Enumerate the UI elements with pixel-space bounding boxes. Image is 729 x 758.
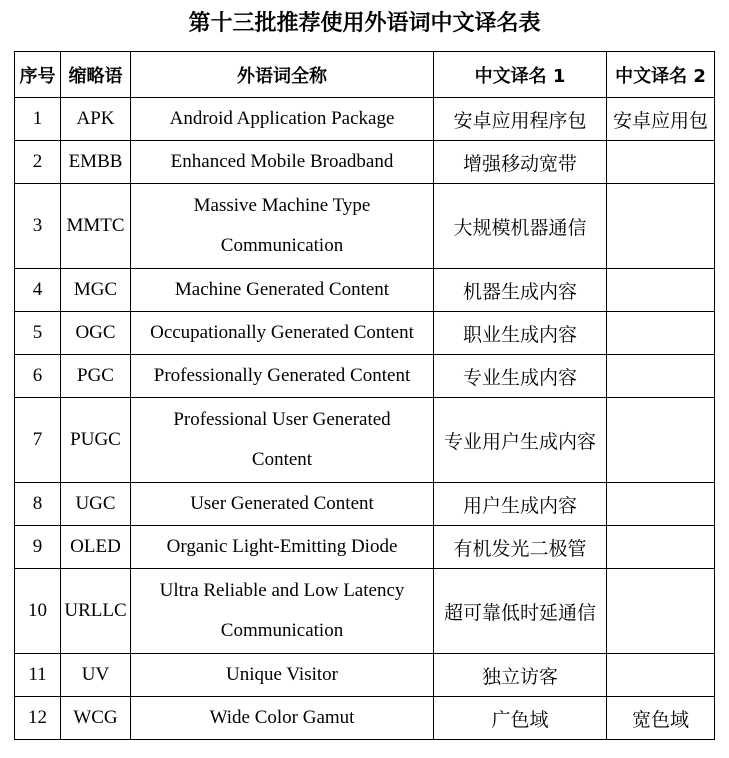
header-abbreviation: 缩略语	[61, 52, 131, 98]
row-chinese-1: 广色域	[434, 697, 607, 740]
row-full-name	[131, 483, 434, 526]
table-row	[15, 654, 715, 697]
row-chinese-1: 专业用户生成内容	[434, 398, 607, 483]
row-chinese-2	[607, 184, 715, 269]
full-name-line: Professionally Generated Content	[153, 365, 411, 386]
row-abbreviation: PUGC	[61, 398, 131, 483]
row-abbreviation: MMTC	[61, 184, 131, 269]
full-name-line: Unique Visitor	[226, 664, 338, 685]
table-row	[15, 312, 715, 355]
table-row	[15, 141, 715, 184]
row-index: 4	[15, 269, 61, 312]
full-name-line: Enhanced Mobile Broadband	[170, 151, 394, 172]
row-abbreviation: MGC	[61, 269, 131, 312]
row-chinese-2	[607, 269, 715, 312]
glossary-table	[14, 51, 715, 740]
table-row	[15, 355, 715, 398]
row-chinese-1: 安卓应用程序包	[434, 98, 607, 141]
full-name-line: Wide Color Gamut	[209, 707, 355, 728]
row-full-name	[131, 312, 434, 355]
row-full-name	[131, 184, 434, 269]
full-name-line: Communication	[220, 235, 344, 256]
full-name-line: User Generated Content	[190, 493, 374, 514]
header-index: 序号	[15, 52, 61, 98]
row-index: 5	[15, 312, 61, 355]
full-name-line: Machine Generated Content	[174, 279, 390, 300]
row-full-name	[131, 526, 434, 569]
row-chinese-2	[607, 654, 715, 697]
row-abbreviation: EMBB	[61, 141, 131, 184]
header-chinese-1: 中文译名 1	[434, 52, 607, 98]
full-name-line: Content	[251, 449, 313, 470]
row-full-name	[131, 398, 434, 483]
row-chinese-2	[607, 312, 715, 355]
row-abbreviation: UGC	[61, 483, 131, 526]
row-abbreviation: OLED	[61, 526, 131, 569]
row-index: 11	[15, 654, 61, 697]
header-full-name: 外语词全称	[131, 52, 434, 98]
row-index: 2	[15, 141, 61, 184]
table-row	[15, 483, 715, 526]
row-chinese-2	[607, 569, 715, 654]
row-index: 6	[15, 355, 61, 398]
table-row	[15, 569, 715, 654]
row-abbreviation: OGC	[61, 312, 131, 355]
document-title: 第十三批推荐使用外语词中文译名表	[188, 11, 541, 36]
full-name-line: Communication	[220, 620, 344, 641]
row-full-name	[131, 569, 434, 654]
row-chinese-1: 用户生成内容	[434, 483, 607, 526]
row-chinese-1: 有机发光二极管	[434, 526, 607, 569]
table-row	[15, 697, 715, 740]
row-chinese-1: 职业生成内容	[434, 312, 607, 355]
full-name-line: Massive Machine Type	[193, 195, 371, 216]
row-abbreviation: URLLC	[61, 569, 131, 654]
table-body	[15, 98, 715, 740]
row-chinese-1: 专业生成内容	[434, 355, 607, 398]
row-abbreviation: WCG	[61, 697, 131, 740]
row-full-name	[131, 141, 434, 184]
full-name-line: Professional User Generated	[173, 409, 391, 430]
row-index: 8	[15, 483, 61, 526]
row-index: 10	[15, 569, 61, 654]
row-index: 7	[15, 398, 61, 483]
row-chinese-1: 增强移动宽带	[434, 141, 607, 184]
table-row	[15, 398, 715, 483]
row-index: 1	[15, 98, 61, 141]
row-full-name	[131, 269, 434, 312]
row-abbreviation: APK	[61, 98, 131, 141]
row-chinese-2	[607, 526, 715, 569]
row-index: 3	[15, 184, 61, 269]
row-abbreviation: PGC	[61, 355, 131, 398]
full-name-line: Occupationally Generated Content	[150, 322, 414, 343]
row-index: 9	[15, 526, 61, 569]
row-chinese-2	[607, 355, 715, 398]
table-row	[15, 269, 715, 312]
full-name-line: Organic Light-Emitting Diode	[166, 536, 398, 557]
header-chinese-2: 中文译名 2	[607, 52, 715, 98]
row-abbreviation: UV	[61, 654, 131, 697]
row-full-name	[131, 98, 434, 141]
row-chinese-2	[607, 398, 715, 483]
table-row	[15, 98, 715, 141]
table-header-row	[15, 52, 715, 98]
full-name-line: Android Application Package	[169, 108, 395, 129]
row-chinese-1: 超可靠低时延通信	[434, 569, 607, 654]
row-chinese-1: 大规模机器通信	[434, 184, 607, 269]
row-chinese-2	[607, 483, 715, 526]
table-row	[15, 526, 715, 569]
row-chinese-2: 安卓应用包	[607, 98, 715, 141]
row-chinese-1: 独立访客	[434, 654, 607, 697]
row-index: 12	[15, 697, 61, 740]
full-name-line: Ultra Reliable and Low Latency	[159, 580, 405, 601]
table-row	[15, 184, 715, 269]
row-full-name	[131, 697, 434, 740]
row-chinese-2: 宽色域	[607, 697, 715, 740]
row-full-name	[131, 355, 434, 398]
row-full-name	[131, 654, 434, 697]
row-chinese-2	[607, 141, 715, 184]
row-chinese-1: 机器生成内容	[434, 269, 607, 312]
